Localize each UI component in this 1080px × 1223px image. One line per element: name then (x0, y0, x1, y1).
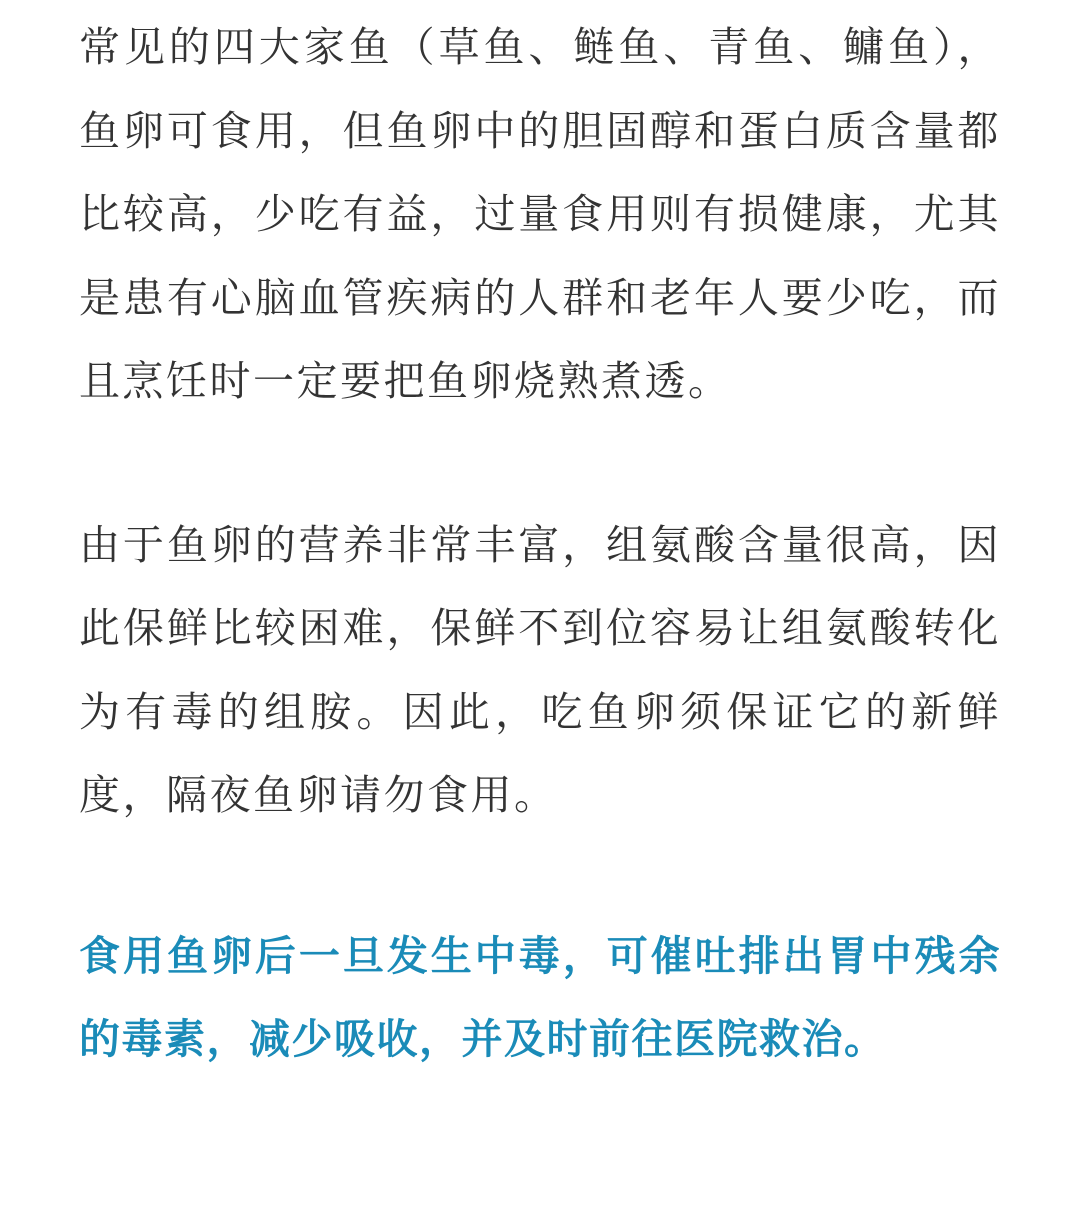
paragraph-fish-roe-cholesterol: 常见的四大家鱼（草鱼、鲢鱼、青鱼、鳙鱼），鱼卵可食用，但鱼卵中的胆固醇和蛋白质含量都比较高，少吃有益，过量食用则有损健康，尤其是患有心脑血管疾病的人群和老年人要少吃，而且烹饪时一定要把鱼卵烧熟煮透。 (79, 23, 1001, 405)
paragraph-fish-roe-freshness: 由于鱼卵的营养非常丰富，组氨酸含量很高，因此保鲜比较困难，保鲜不到位容易让组氨酸转化为有毒的组胺。因此，吃鱼卵须保证它的新鲜度，隔夜鱼卵请勿食用。 (79, 520, 1001, 819)
highlight-poisoning-advice: 食用鱼卵后一旦发生中毒，可催吐排出胃中残余的毒素，减少吸收，并及时前往医院救治。 (79, 931, 1001, 1063)
article-body (79, 0, 1001, 1082)
